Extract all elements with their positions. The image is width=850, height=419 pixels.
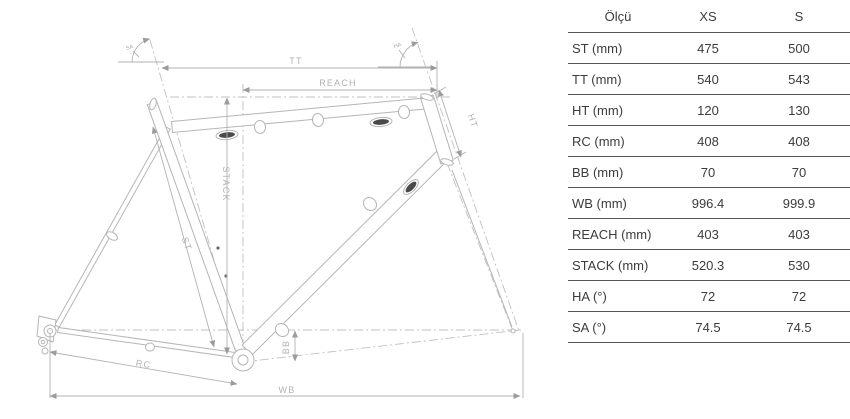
value-xs: 72 — [668, 281, 748, 312]
value-xs: 408 — [668, 126, 748, 157]
value-xs: 403 — [668, 219, 748, 250]
table-row — [568, 64, 850, 95]
label-st: ST — [179, 235, 194, 253]
label-bb: BB — [281, 339, 291, 355]
row-label: ST (mm) — [568, 33, 668, 64]
down-tube — [242, 150, 448, 355]
table-row — [568, 95, 850, 126]
top-tube — [172, 98, 431, 133]
value-s: 408 — [748, 126, 850, 157]
frame-decals — [216, 116, 421, 277]
row-label: SA (°) — [568, 312, 668, 343]
column-header-xs: XS — [668, 0, 748, 33]
row-label: STACK (mm) — [568, 250, 668, 281]
value-s: 500 — [748, 33, 850, 64]
table-row — [568, 250, 850, 281]
geometry-table — [568, 0, 850, 343]
top-tube-logo-2 — [373, 118, 389, 125]
value-s: 70 — [748, 157, 850, 188]
table-row — [568, 312, 850, 343]
row-label: WB (mm) — [568, 188, 668, 219]
table-row — [568, 33, 850, 64]
label-reach: REACH — [319, 78, 357, 88]
value-xs: 74.5 — [668, 312, 748, 343]
frame-tubes — [37, 92, 515, 371]
value-xs: 520.3 — [668, 250, 748, 281]
label-tt: TT — [289, 56, 303, 66]
table-row — [568, 188, 850, 219]
value-s: 74.5 — [748, 312, 850, 343]
row-label: TT (mm) — [568, 64, 668, 95]
value-xs: 540 — [668, 64, 748, 95]
row-label: BB (mm) — [568, 157, 668, 188]
label-seat-angle: SA — [125, 44, 135, 53]
row-label: HA (°) — [568, 281, 668, 312]
label-rc: RC — [135, 357, 152, 371]
table-row — [568, 281, 850, 312]
table-row — [568, 126, 850, 157]
value-xs: 996.4 — [668, 188, 748, 219]
value-xs: 120 — [668, 95, 748, 126]
value-s: 72 — [748, 281, 850, 312]
row-label: REACH (mm) — [568, 219, 668, 250]
label-head-angle: HA — [393, 42, 403, 51]
table-header-row — [568, 0, 850, 33]
fork-edge — [452, 170, 512, 327]
column-header-s: S — [748, 0, 850, 33]
seat-tube — [147, 101, 247, 358]
label-wb: WB — [278, 385, 296, 395]
value-s: 543 — [748, 64, 850, 95]
value-s: 403 — [748, 219, 850, 250]
table-row — [568, 219, 850, 250]
label-stack: STACK — [221, 166, 231, 202]
seat-angle-arc — [132, 39, 150, 62]
value-xs: 475 — [668, 33, 748, 64]
seat-stay — [55, 127, 170, 327]
value-s: 530 — [748, 250, 850, 281]
value-s: 130 — [748, 95, 850, 126]
value-xs: 70 — [668, 157, 748, 188]
row-label: RC (mm) — [568, 126, 668, 157]
value-s: 999.9 — [748, 188, 850, 219]
row-label: HT (mm) — [568, 95, 668, 126]
label-ht: HT — [465, 112, 480, 130]
column-header-olcu: Ölçü — [568, 0, 668, 33]
table-row — [568, 157, 850, 188]
chain-stay — [58, 328, 236, 358]
